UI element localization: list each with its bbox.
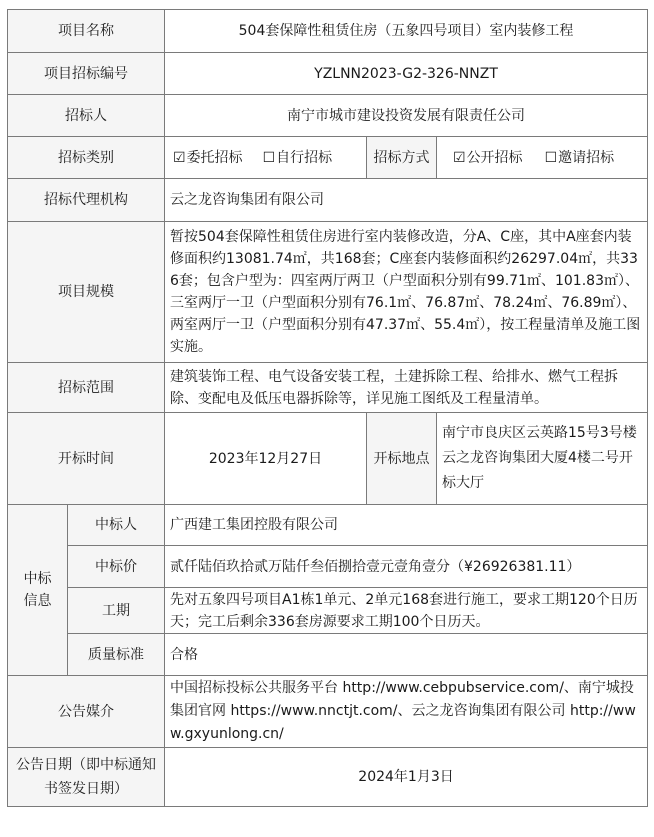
option-open [453,150,523,166]
row-quality [8,634,648,676]
row-opening [8,413,648,505]
row-bid-category [8,137,648,179]
option-open-label: 公开招标 [466,149,523,166]
option-entrusted [173,150,243,166]
option-invite [545,150,615,166]
opening-time-label: 开标时间 [8,413,165,505]
bid-category-label: 招标类别 [8,137,165,179]
scope-value: 建筑装饰工程、电气设备安装工程，土建拆除工程、给排水、燃气工程拆除、变配电及低压电器拆除等，详见施工图纸及工程量清单。 [165,363,648,413]
row-media [8,676,648,748]
opening-place-value: 南宁市良庆区云英路15号3号楼云之龙咨询集团大厦4楼二号开标大厅 [437,413,648,505]
row-agency [8,179,648,222]
option-self-label: 自行招标 [276,149,333,166]
winner-group-label [8,505,68,676]
scope-label: 招标范围 [8,363,165,413]
row-bid-number [8,53,648,95]
winner-group-label-line1: 中标 [23,571,52,587]
bid-method-options [437,137,648,179]
row-scope [8,363,648,413]
row-announce-date [8,748,648,807]
project-name-label: 项目名称 [8,10,165,53]
checkbox-empty-icon: ☐ [262,149,276,166]
winner-period-value: 先对五象四号项目A1栋1单元、2单元168套进行施工，要求工期120个日历天；完工后剩余336套房源要求工期100个日历天。 [165,588,648,634]
row-tenderer [8,95,648,137]
agency-value: 云之龙咨询集团有限公司 [165,179,648,222]
announce-date-value: 2024年1月3日 [165,748,648,807]
project-name-value: 504套保障性租赁住房（五象四号项目）室内装修工程 [165,10,648,53]
tenderer-value: 南宁市城市建设投资发展有限责任公司 [165,95,648,137]
option-entrusted-label: 委托招标 [186,149,243,166]
media-label: 公告媒介 [8,676,165,748]
winner-price-label: 中标价 [68,546,165,588]
winner-period-label: 工期 [68,588,165,634]
winner-bidder-value: 广西建工集团控股有限公司 [165,505,648,546]
checkbox-checked-icon: ☑ [453,149,466,166]
option-invite-label: 邀请招标 [558,149,615,166]
scale-label: 项目规模 [8,222,165,363]
opening-place-label: 开标地点 [367,413,437,505]
row-price [8,546,648,588]
winner-price-value: 贰仟陆佰玖拾贰万陆仟叁佰捌拾壹元壹角壹分（¥26926381.11） [165,546,648,588]
row-winner [8,505,648,546]
winner-quality-label: 质量标准 [68,634,165,676]
announce-date-label: 公告日期（即中标通知书签发日期） [8,748,165,807]
winner-quality-value: 合格 [165,634,648,676]
option-self [263,150,333,166]
bid-category-options [165,137,367,179]
winner-group-label-line2: 信息 [23,593,52,609]
bid-number-value: YZLNN2023-G2-326-NNZT [165,53,648,95]
bid-number-label: 项目招标编号 [8,53,165,95]
agency-label: 招标代理机构 [8,179,165,222]
tenderer-label: 招标人 [8,95,165,137]
row-project-name [8,10,648,53]
bid-method-label: 招标方式 [367,137,437,179]
bid-result-table [7,9,648,807]
scale-value: 暂按504套保障性租赁住房进行室内装修改造，分A、C座，其中A座套内装修面积约13081.74㎡，共168套；C座套内装修面积约26297.04㎡，共336套；包含户型为：四室两厅两卫（户型面积分别有99.71㎡、101.83㎡）、三室两厅一卫（户型面积分别有76.1㎡、76.87㎡、78.24㎡、76.89㎡）、两室两厅一卫（户型面积分别有47.37㎡、55.4㎡），按工程量清单及施工图实施。 [165,222,648,363]
media-value: 中国招标投标公共服务平台 http://www.cebpubservice.com/、南宁城投集团官网 https://www.nnctjt.com/、云之龙咨询集团有限公司 http://www.gxyunlong.cn/ [165,676,648,748]
row-scale [8,222,648,363]
checkbox-checked-icon: ☑ [173,149,186,166]
checkbox-empty-icon: ☐ [544,149,558,166]
winner-bidder-label: 中标人 [68,505,165,546]
opening-time-value: 2023年12月27日 [165,413,367,505]
row-period [8,588,648,634]
